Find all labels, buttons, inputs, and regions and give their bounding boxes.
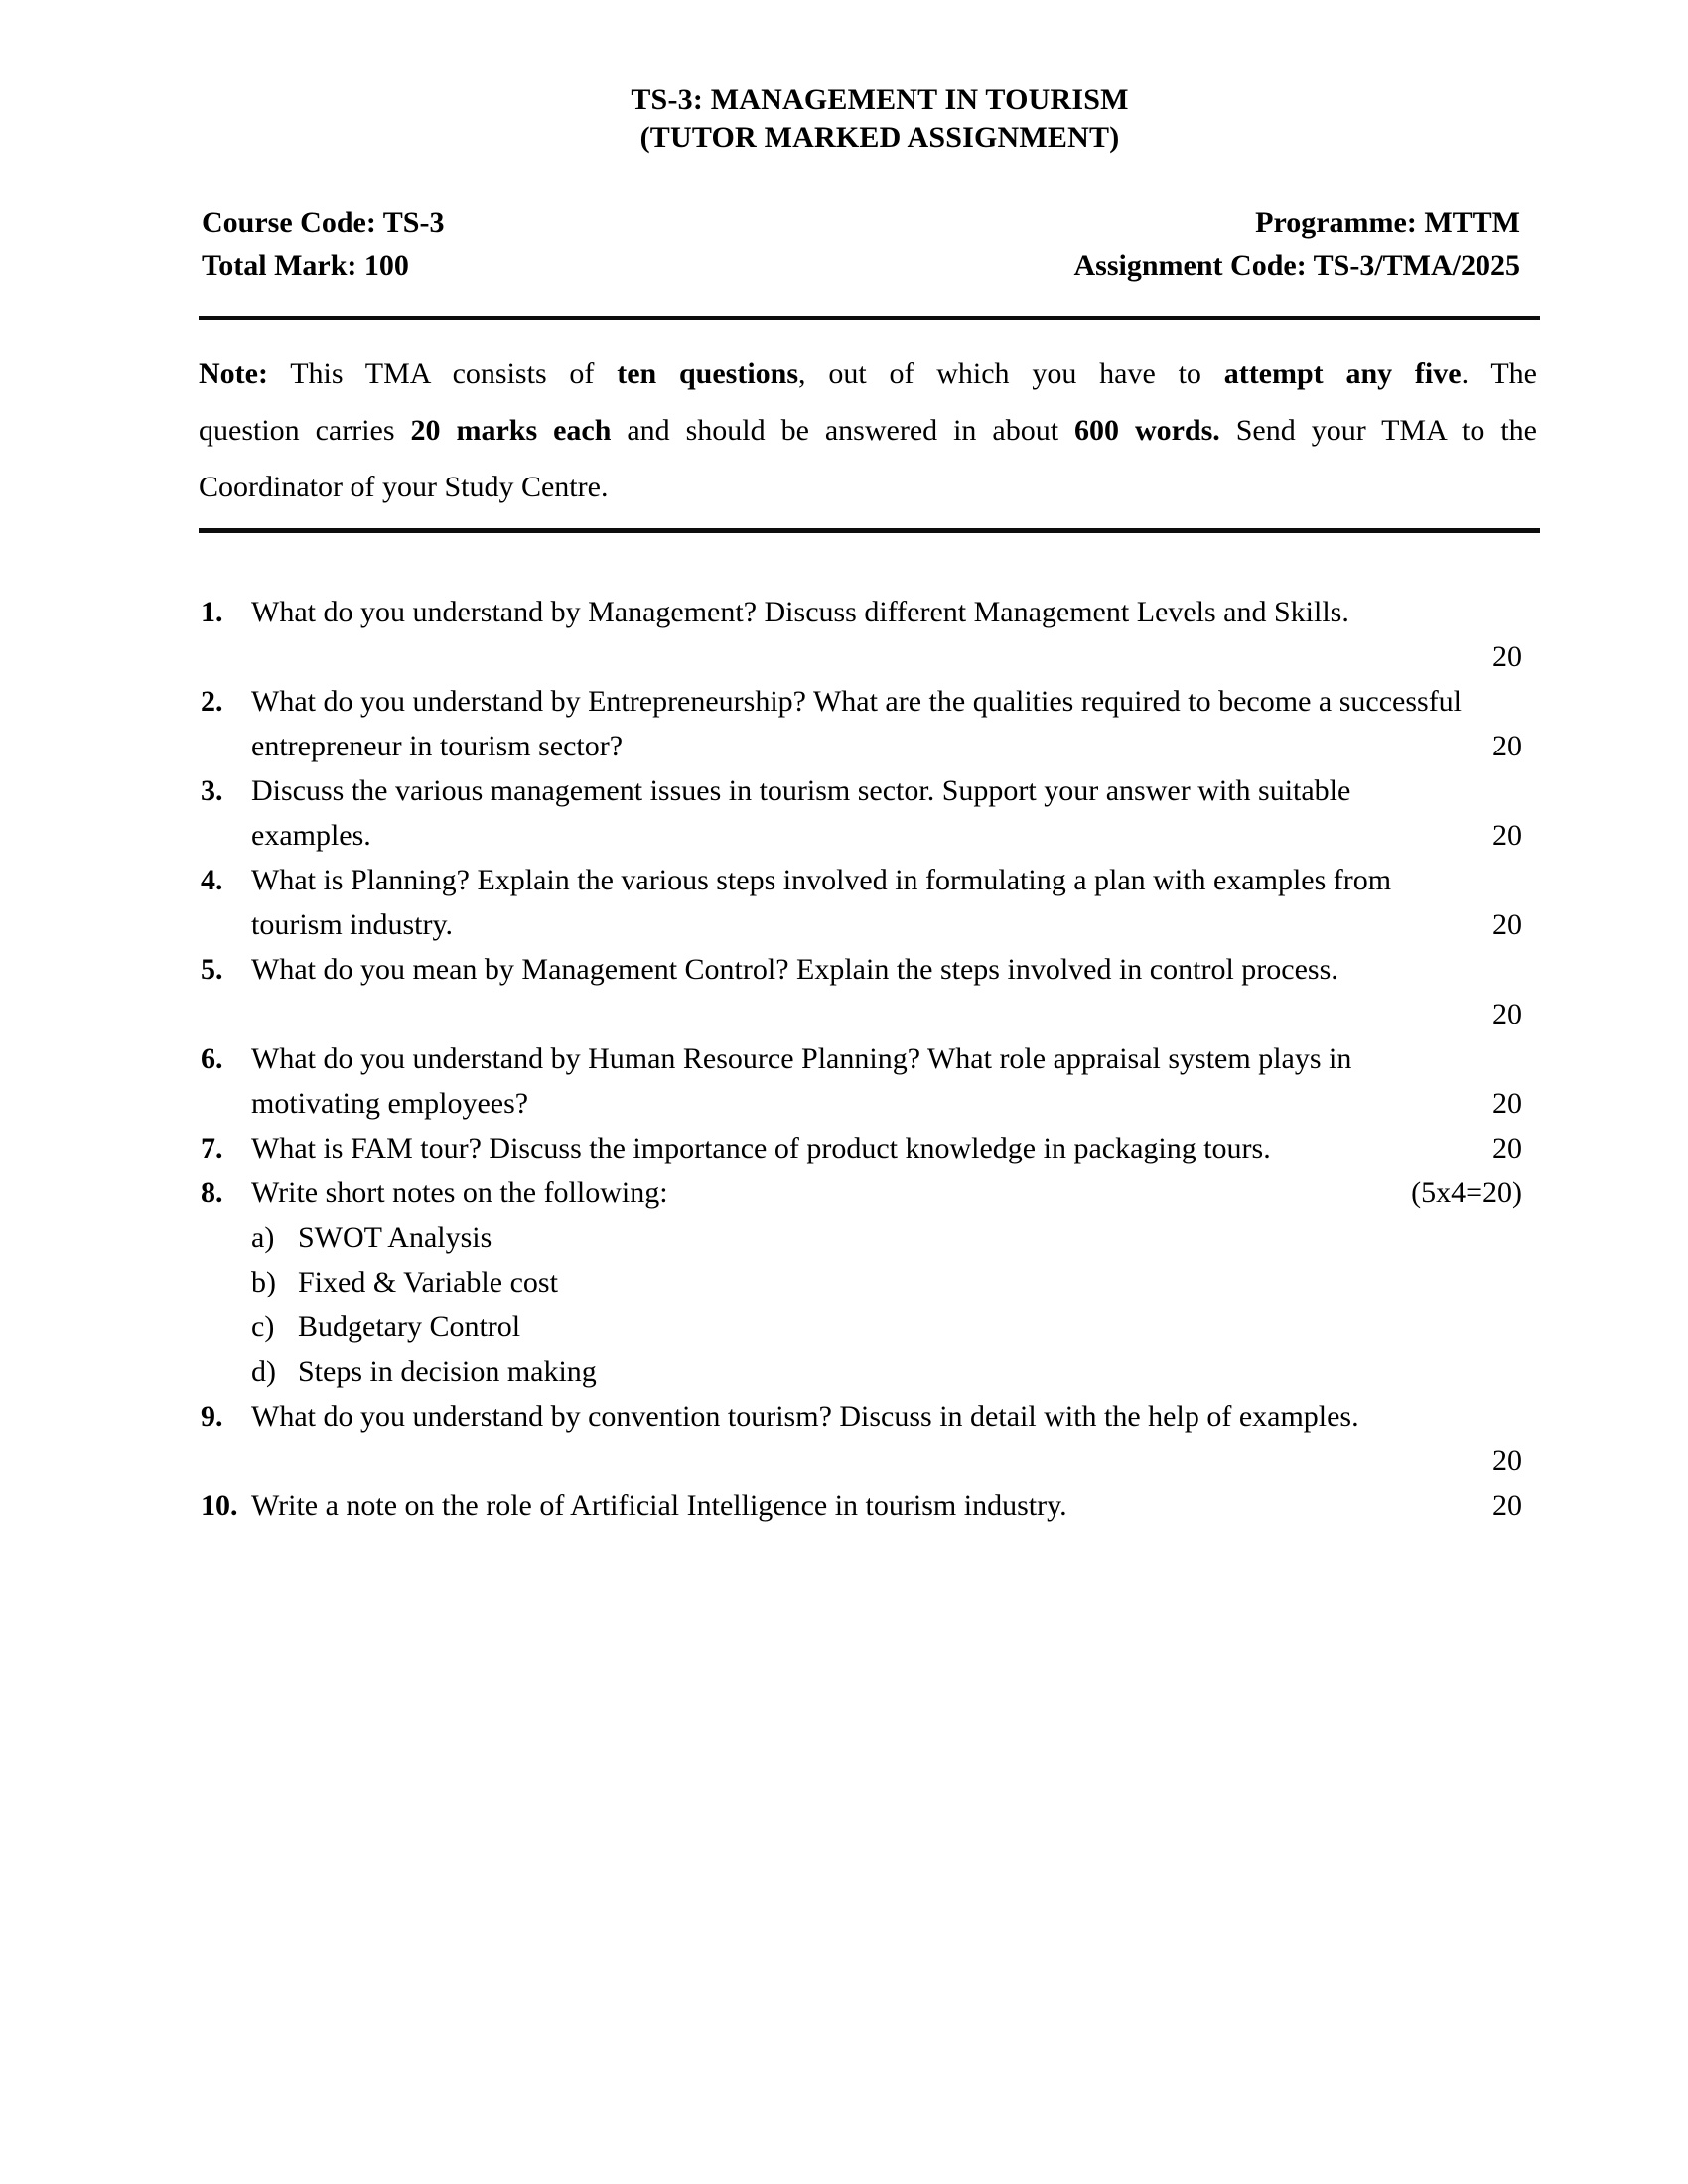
question-text: What do you understand by Human Resource Planning? What role appraisal system plays in [251,1042,1352,1075]
header-info [202,202,1520,287]
question-number: 6. [201,1042,223,1075]
assignment-code-label: Assignment Code: TS-3/TMA/2025 [1073,249,1520,282]
question-text: What do you understand by Management? Discuss different Management Levels and Skills. [251,596,1349,628]
question-number: 8. [201,1176,223,1209]
question-row [201,813,1522,858]
question-row [201,1349,1522,1394]
course-code-label: Course Code: TS-3 [202,206,445,239]
subitem-label: c) [251,1310,275,1343]
note-line [199,459,1537,515]
note-bold-text: Note: [199,357,268,390]
question-number: 1. [201,596,223,628]
note-text: Send your TMA to the [1219,414,1537,447]
subitem-text: Steps in decision making [298,1355,597,1388]
question-number: 10. [201,1489,238,1522]
note-paragraph [199,345,1537,515]
question-row [201,724,1522,768]
note-text: question carries [199,414,411,447]
question-number: 5. [201,953,223,986]
question-marks: (5x4=20) [1411,1176,1522,1209]
question-row [201,902,1522,947]
note-text: and should be answered in about [611,414,1074,447]
question-marks: 20 [1492,1087,1522,1120]
question-number: 4. [201,864,223,896]
question-row [201,1081,1522,1126]
subitem-label: a) [251,1221,275,1254]
question-row [201,590,1522,634]
question-marks: 20 [1492,730,1522,762]
question-row [201,992,1522,1036]
question-text: entrepreneur in tourism sector? [251,730,624,762]
divider-top [199,316,1540,320]
question-marks: 20 [1492,998,1522,1030]
question-number: 3. [201,774,223,807]
question-list [201,590,1522,1528]
question-row [201,947,1522,992]
question-marks: 20 [1492,1444,1522,1477]
question-row [201,1483,1522,1528]
question-marks: 20 [1492,908,1522,941]
question-marks: 20 [1492,1132,1522,1164]
question-row [201,1438,1522,1483]
title-line-2: (TUTOR MARKED ASSIGNMENT) [639,121,1120,154]
question-text: Write a note on the role of Artificial Intelligence in tourism industry. [251,1489,1067,1522]
question-row [201,858,1522,902]
question-text: What do you understand by convention tourism? Discuss in detail with the help of examples. [251,1400,1359,1433]
question-text: examples. [251,819,371,852]
programme-label: Programme: MTTM [1255,206,1520,239]
subitem-text: SWOT Analysis [298,1221,492,1254]
title-line-1: TS-3: MANAGEMENT IN TOURISM [631,83,1129,116]
note-bold-text: 20 marks each [410,414,612,447]
note-text: . The [1461,357,1537,390]
subitem-text: Fixed & Variable cost [298,1266,558,1298]
header-row-1 [202,202,1520,244]
question-row [201,1304,1522,1349]
question-text: tourism industry. [251,908,454,941]
header-row-2 [202,244,1520,287]
note-bold-text: attempt any five [1223,357,1462,390]
note-line [199,402,1537,459]
note-text: Coordinator of your Study Centre. [199,471,609,503]
question-marks: 20 [1492,640,1522,673]
note-bold-text: ten questions [617,357,799,390]
question-text: What do you understand by Entrepreneurship? What are the qualities required to become a successful [251,685,1463,718]
total-mark-label: Total Mark: 100 [202,249,409,282]
subitem-text: Budgetary Control [298,1310,521,1343]
question-row [201,1394,1522,1438]
question-row [201,1215,1522,1260]
question-row [201,634,1522,679]
question-row [201,768,1522,813]
question-row [201,1170,1522,1215]
question-text: What is Planning? Explain the various steps involved in formulating a plan with examples from [251,864,1392,896]
question-row [201,1036,1522,1081]
document-title [199,81,1561,157]
subitem-label: d) [251,1355,276,1388]
question-text: What do you mean by Management Control? Explain the steps involved in control process. [251,953,1338,986]
note-line [199,345,1537,402]
note-text: , out of which you have to [798,357,1224,390]
subitem-label: b) [251,1266,276,1298]
question-number: 9. [201,1400,223,1433]
question-number: 2. [201,685,223,718]
question-text: Discuss the various management issues in tourism sector. Support your answer with suitable [251,774,1351,807]
question-marks: 20 [1492,819,1522,852]
question-row [201,1260,1522,1304]
question-number: 7. [201,1132,223,1164]
question-text: motivating employees? [251,1087,529,1120]
note-bold-text: 600 words. [1073,414,1220,447]
question-marks: 20 [1492,1489,1522,1522]
note-text: This TMA consists of [267,357,618,390]
divider-bottom [199,528,1540,533]
question-text: Write short notes on the following: [251,1176,668,1209]
question-row [201,1126,1522,1170]
question-row [201,679,1522,724]
question-text: What is FAM tour? Discuss the importance of product knowledge in packaging tours. [251,1132,1271,1164]
